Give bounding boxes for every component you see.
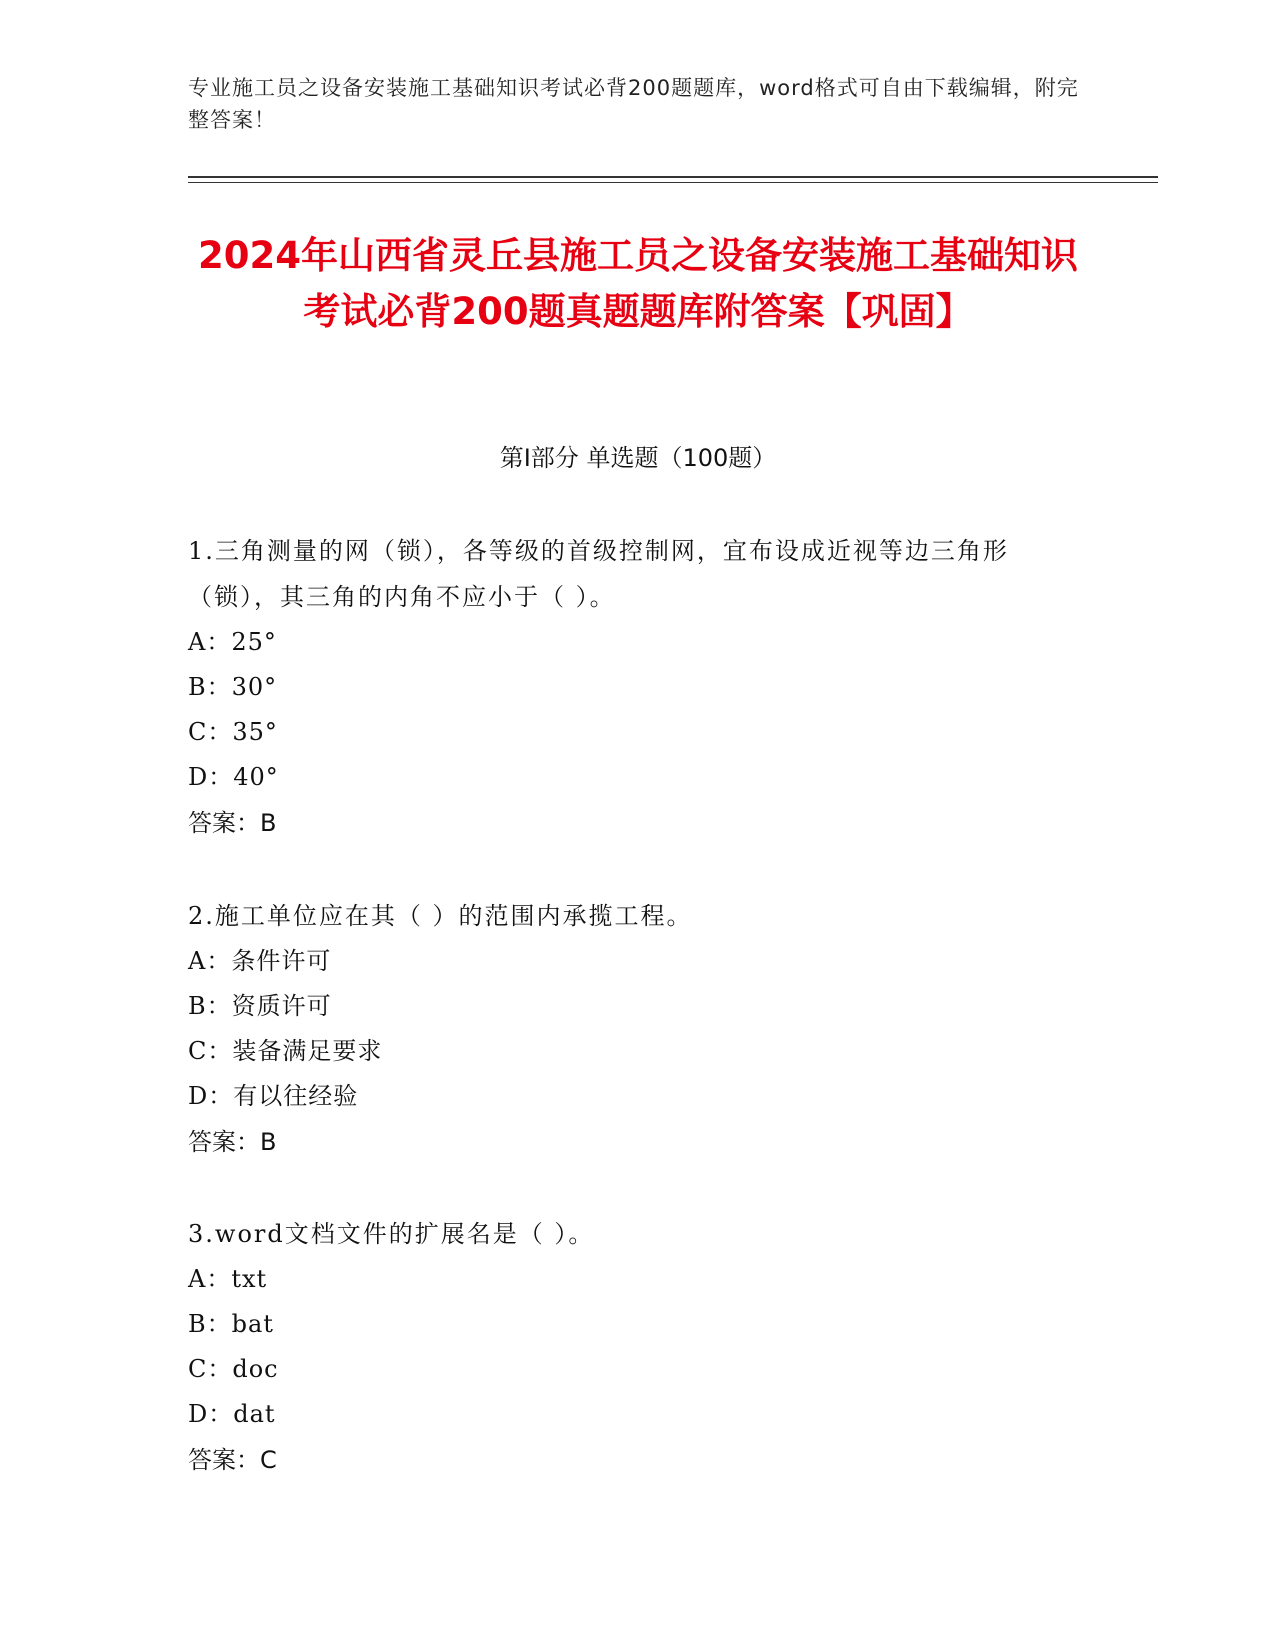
question-stem: 1.三角测量的网（锁），各等级的首级控制网，宜布设成近视等边三角形（锁），其三角的内角不应小于（ ）。 [188, 537, 1009, 611]
option-c: C：35° [188, 718, 278, 746]
header-divider-thin [188, 182, 1158, 183]
question-stem: 3.word文档文件的扩展名是（ ）。 [188, 1220, 595, 1248]
question-block [188, 528, 1088, 846]
option-a: A：条件许可 [188, 947, 332, 975]
option-b: B：30° [188, 673, 278, 701]
header-note: 专业施工员之设备安装施工基础知识考试必背200题题库，word格式可自由下载编辑，附完整答案！ [188, 76, 1079, 132]
option-b: B：资质许可 [188, 992, 332, 1020]
question-block [188, 893, 1088, 1165]
option-a: A：25° [188, 628, 277, 656]
option-a: A：txt [188, 1265, 268, 1293]
option-c: C：doc [188, 1355, 279, 1383]
option-d: D：40° [188, 763, 279, 791]
answer-line: 答案：B [188, 1128, 277, 1156]
option-b: B：bat [188, 1310, 274, 1338]
question-stem: 2.施工单位应在其（ ）的范围内承揽工程。 [188, 902, 693, 930]
question-block [188, 1211, 1088, 1483]
section-title: 第Ⅰ部分 单选题（100题） [499, 444, 777, 472]
document-title: 2024年山西省灵丘县施工员之设备安装施工基础知识考试必背200题真题题库附答案【巩固】 [198, 234, 1078, 333]
option-d: D：dat [188, 1400, 276, 1428]
answer-line: 答案：B [188, 809, 277, 837]
answer-line: 答案：C [188, 1446, 277, 1474]
header-divider-thick [188, 176, 1158, 178]
option-d: D：有以往经验 [188, 1082, 359, 1110]
option-c: C：装备满足要求 [188, 1037, 383, 1065]
